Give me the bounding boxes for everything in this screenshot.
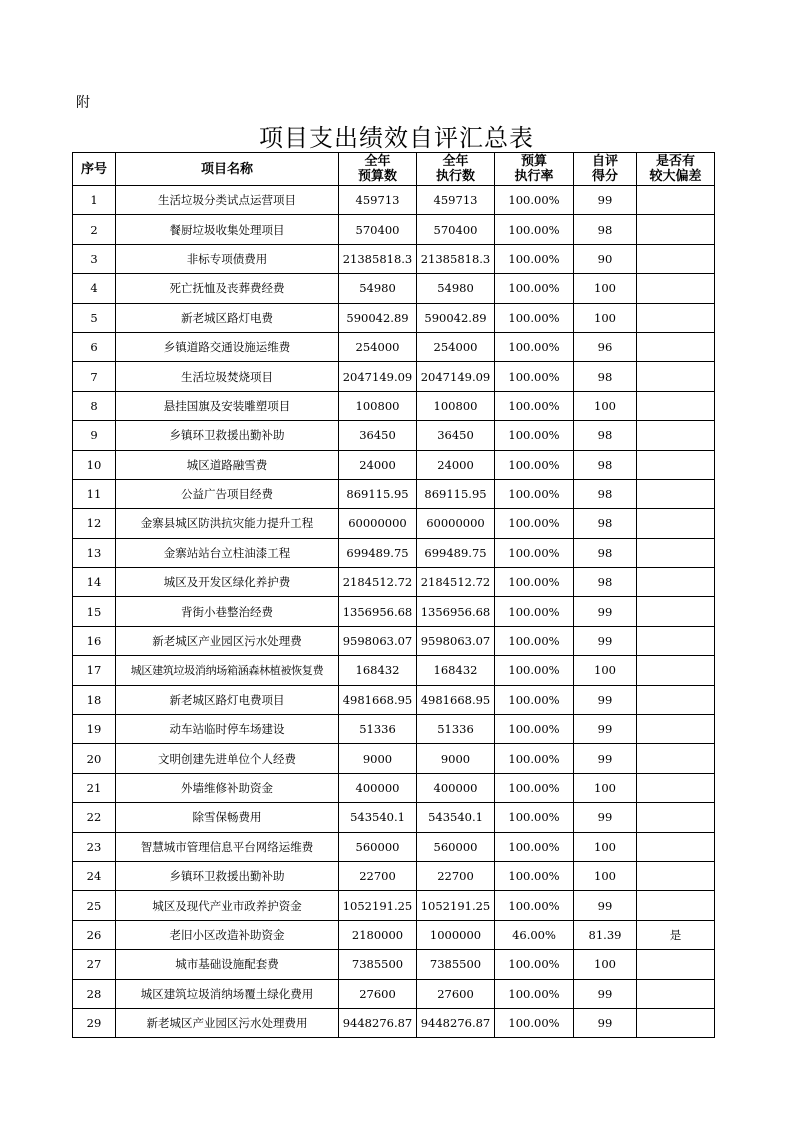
summary-table bbox=[72, 152, 715, 1038]
table-row bbox=[73, 920, 715, 949]
row-major-deviation bbox=[637, 832, 715, 861]
row-self-score: 100 bbox=[574, 303, 637, 332]
row-annual-executed: 9448276.87 bbox=[417, 1008, 495, 1037]
row-self-score: 99 bbox=[574, 715, 637, 744]
row-self-score: 98 bbox=[574, 421, 637, 450]
row-project-name: 乡镇环卫救援出勤补助 bbox=[116, 421, 339, 450]
row-self-score: 98 bbox=[574, 538, 637, 567]
row-annual-executed: 100800 bbox=[417, 391, 495, 420]
table-row bbox=[73, 891, 715, 920]
row-annual-budget: 168432 bbox=[339, 656, 417, 685]
row-serial-number: 10 bbox=[73, 450, 116, 479]
row-self-score: 98 bbox=[574, 362, 637, 391]
row-annual-budget: 400000 bbox=[339, 773, 417, 802]
table-row bbox=[73, 803, 715, 832]
table-row bbox=[73, 773, 715, 802]
row-annual-budget: 1356956.68 bbox=[339, 597, 417, 626]
row-major-deviation bbox=[637, 685, 715, 714]
row-serial-number: 12 bbox=[73, 509, 116, 538]
row-self-score: 100 bbox=[574, 773, 637, 802]
row-annual-budget: 51336 bbox=[339, 715, 417, 744]
row-self-score: 96 bbox=[574, 332, 637, 361]
row-serial-number: 7 bbox=[73, 362, 116, 391]
row-annual-executed: 459713 bbox=[417, 186, 495, 215]
row-major-deviation bbox=[637, 538, 715, 567]
row-annual-budget: 24000 bbox=[339, 450, 417, 479]
row-annual-executed: 54980 bbox=[417, 274, 495, 303]
row-annual-executed: 4981668.95 bbox=[417, 685, 495, 714]
row-execution-rate: 100.00% bbox=[495, 215, 574, 244]
row-self-score: 99 bbox=[574, 685, 637, 714]
row-annual-executed: 590042.89 bbox=[417, 303, 495, 332]
row-annual-executed: 400000 bbox=[417, 773, 495, 802]
header-execution-rate: 预算 执行率 bbox=[495, 153, 574, 186]
row-self-score: 99 bbox=[574, 891, 637, 920]
row-serial-number: 19 bbox=[73, 715, 116, 744]
row-serial-number: 3 bbox=[73, 244, 116, 273]
row-execution-rate: 100.00% bbox=[495, 979, 574, 1008]
row-project-name: 餐厨垃圾收集处理项目 bbox=[116, 215, 339, 244]
row-self-score: 99 bbox=[574, 1008, 637, 1037]
header-annual-executed: 全年 执行数 bbox=[417, 153, 495, 186]
table-row bbox=[73, 332, 715, 361]
row-major-deviation bbox=[637, 891, 715, 920]
row-project-name: 公益广告项目经费 bbox=[116, 479, 339, 508]
table-row bbox=[73, 538, 715, 567]
table-row bbox=[73, 597, 715, 626]
row-self-score: 100 bbox=[574, 656, 637, 685]
row-serial-number: 6 bbox=[73, 332, 116, 361]
table-row bbox=[73, 244, 715, 273]
row-serial-number: 13 bbox=[73, 538, 116, 567]
row-project-name: 城区建筑垃圾消纳场箱涵森林植被恢复费 bbox=[116, 656, 339, 685]
row-self-score: 99 bbox=[574, 626, 637, 655]
row-serial-number: 1 bbox=[73, 186, 116, 215]
row-execution-rate: 100.00% bbox=[495, 656, 574, 685]
row-execution-rate: 100.00% bbox=[495, 244, 574, 273]
row-major-deviation: 是 bbox=[637, 920, 715, 949]
row-annual-executed: 1052191.25 bbox=[417, 891, 495, 920]
row-annual-budget: 590042.89 bbox=[339, 303, 417, 332]
row-self-score: 98 bbox=[574, 215, 637, 244]
row-annual-executed: 27600 bbox=[417, 979, 495, 1008]
row-project-name: 新老城区路灯电费项目 bbox=[116, 685, 339, 714]
header-self-score: 自评 得分 bbox=[574, 153, 637, 186]
row-self-score: 98 bbox=[574, 450, 637, 479]
row-serial-number: 22 bbox=[73, 803, 116, 832]
row-execution-rate: 100.00% bbox=[495, 803, 574, 832]
table-row bbox=[73, 950, 715, 979]
row-project-name: 乡镇道路交通设施运维费 bbox=[116, 332, 339, 361]
row-annual-executed: 21385818.3 bbox=[417, 244, 495, 273]
table-row bbox=[73, 274, 715, 303]
header-serial-number: 序号 bbox=[73, 153, 116, 186]
table-row bbox=[73, 979, 715, 1008]
row-annual-budget: 869115.95 bbox=[339, 479, 417, 508]
row-annual-budget: 7385500 bbox=[339, 950, 417, 979]
row-major-deviation bbox=[637, 803, 715, 832]
row-annual-executed: 1000000 bbox=[417, 920, 495, 949]
row-annual-budget: 1052191.25 bbox=[339, 891, 417, 920]
row-execution-rate: 100.00% bbox=[495, 891, 574, 920]
row-annual-budget: 54980 bbox=[339, 274, 417, 303]
row-execution-rate: 100.00% bbox=[495, 1008, 574, 1037]
page-title: 项目支出绩效自评汇总表 bbox=[259, 124, 534, 152]
row-serial-number: 14 bbox=[73, 568, 116, 597]
row-serial-number: 18 bbox=[73, 685, 116, 714]
table-row bbox=[73, 626, 715, 655]
row-execution-rate: 100.00% bbox=[495, 450, 574, 479]
row-execution-rate: 100.00% bbox=[495, 186, 574, 215]
row-major-deviation bbox=[637, 274, 715, 303]
row-self-score: 100 bbox=[574, 391, 637, 420]
row-annual-budget: 60000000 bbox=[339, 509, 417, 538]
row-major-deviation bbox=[637, 479, 715, 508]
row-serial-number: 9 bbox=[73, 421, 116, 450]
row-project-name: 文明创建先进单位个人经费 bbox=[116, 744, 339, 773]
row-major-deviation bbox=[637, 450, 715, 479]
row-annual-executed: 9598063.07 bbox=[417, 626, 495, 655]
row-self-score: 100 bbox=[574, 861, 637, 890]
header-annual-budget: 全年 预算数 bbox=[339, 153, 417, 186]
row-annual-executed: 570400 bbox=[417, 215, 495, 244]
row-serial-number: 4 bbox=[73, 274, 116, 303]
row-major-deviation bbox=[637, 362, 715, 391]
table-body bbox=[73, 186, 715, 1038]
row-annual-budget: 100800 bbox=[339, 391, 417, 420]
table-row bbox=[73, 421, 715, 450]
row-annual-budget: 9598063.07 bbox=[339, 626, 417, 655]
row-execution-rate: 100.00% bbox=[495, 538, 574, 567]
row-annual-executed: 1356956.68 bbox=[417, 597, 495, 626]
row-serial-number: 26 bbox=[73, 920, 116, 949]
row-annual-budget: 2184512.72 bbox=[339, 568, 417, 597]
row-serial-number: 24 bbox=[73, 861, 116, 890]
row-annual-budget: 4981668.95 bbox=[339, 685, 417, 714]
row-serial-number: 16 bbox=[73, 626, 116, 655]
row-self-score: 98 bbox=[574, 568, 637, 597]
row-major-deviation bbox=[637, 597, 715, 626]
row-annual-executed: 9000 bbox=[417, 744, 495, 773]
row-execution-rate: 100.00% bbox=[495, 303, 574, 332]
row-self-score: 100 bbox=[574, 950, 637, 979]
row-annual-executed: 24000 bbox=[417, 450, 495, 479]
row-major-deviation bbox=[637, 950, 715, 979]
row-major-deviation bbox=[637, 715, 715, 744]
row-project-name: 外墙维修补助资金 bbox=[116, 773, 339, 802]
row-annual-budget: 36450 bbox=[339, 421, 417, 450]
row-self-score: 99 bbox=[574, 744, 637, 773]
row-annual-budget: 2047149.09 bbox=[339, 362, 417, 391]
row-annual-executed: 7385500 bbox=[417, 950, 495, 979]
header-project-name: 项目名称 bbox=[116, 153, 339, 186]
row-serial-number: 20 bbox=[73, 744, 116, 773]
row-project-name: 城区道路融雪费 bbox=[116, 450, 339, 479]
row-serial-number: 5 bbox=[73, 303, 116, 332]
row-execution-rate: 100.00% bbox=[495, 832, 574, 861]
row-serial-number: 29 bbox=[73, 1008, 116, 1037]
table-row bbox=[73, 832, 715, 861]
table-row bbox=[73, 450, 715, 479]
row-annual-budget: 22700 bbox=[339, 861, 417, 890]
row-annual-budget: 543540.1 bbox=[339, 803, 417, 832]
row-execution-rate: 100.00% bbox=[495, 362, 574, 391]
table-row bbox=[73, 479, 715, 508]
row-execution-rate: 100.00% bbox=[495, 861, 574, 890]
row-annual-executed: 36450 bbox=[417, 421, 495, 450]
row-annual-executed: 22700 bbox=[417, 861, 495, 890]
row-annual-executed: 2047149.09 bbox=[417, 362, 495, 391]
row-annual-executed: 869115.95 bbox=[417, 479, 495, 508]
table-row bbox=[73, 1008, 715, 1037]
row-major-deviation bbox=[637, 1008, 715, 1037]
row-execution-rate: 100.00% bbox=[495, 568, 574, 597]
table-row bbox=[73, 215, 715, 244]
row-serial-number: 21 bbox=[73, 773, 116, 802]
table-row bbox=[73, 744, 715, 773]
table-row bbox=[73, 685, 715, 714]
row-execution-rate: 100.00% bbox=[495, 597, 574, 626]
row-annual-executed: 2184512.72 bbox=[417, 568, 495, 597]
row-self-score: 99 bbox=[574, 597, 637, 626]
row-major-deviation bbox=[637, 744, 715, 773]
table-row bbox=[73, 391, 715, 420]
row-self-score: 99 bbox=[574, 979, 637, 1008]
row-project-name: 乡镇环卫救援出勤补助 bbox=[116, 861, 339, 890]
row-project-name: 背街小巷整治经费 bbox=[116, 597, 339, 626]
row-project-name: 非标专项债费用 bbox=[116, 244, 339, 273]
table-row bbox=[73, 715, 715, 744]
row-project-name: 生活垃圾焚烧项目 bbox=[116, 362, 339, 391]
row-project-name: 金寨站站台立柱油漆工程 bbox=[116, 538, 339, 567]
row-execution-rate: 100.00% bbox=[495, 391, 574, 420]
row-annual-budget: 2180000 bbox=[339, 920, 417, 949]
row-project-name: 新老城区产业园区污水处理费 bbox=[116, 626, 339, 655]
table-row bbox=[73, 861, 715, 890]
row-execution-rate: 100.00% bbox=[495, 685, 574, 714]
row-execution-rate: 100.00% bbox=[495, 509, 574, 538]
row-annual-executed: 543540.1 bbox=[417, 803, 495, 832]
row-annual-budget: 459713 bbox=[339, 186, 417, 215]
row-annual-budget: 570400 bbox=[339, 215, 417, 244]
row-annual-budget: 560000 bbox=[339, 832, 417, 861]
row-project-name: 动车站临时停车场建设 bbox=[116, 715, 339, 744]
row-project-name: 城市基础设施配套费 bbox=[116, 950, 339, 979]
row-annual-executed: 254000 bbox=[417, 332, 495, 361]
row-self-score: 81.39 bbox=[574, 920, 637, 949]
table-row bbox=[73, 186, 715, 215]
row-self-score: 99 bbox=[574, 186, 637, 215]
row-major-deviation bbox=[637, 391, 715, 420]
row-project-name: 除雪保畅费用 bbox=[116, 803, 339, 832]
row-execution-rate: 100.00% bbox=[495, 626, 574, 655]
row-annual-budget: 9000 bbox=[339, 744, 417, 773]
row-annual-budget: 699489.75 bbox=[339, 538, 417, 567]
row-execution-rate: 100.00% bbox=[495, 773, 574, 802]
row-annual-executed: 699489.75 bbox=[417, 538, 495, 567]
attachment-note: 附 bbox=[76, 95, 90, 111]
row-project-name: 新老城区路灯电费 bbox=[116, 303, 339, 332]
row-major-deviation bbox=[637, 979, 715, 1008]
row-annual-budget: 27600 bbox=[339, 979, 417, 1008]
row-major-deviation bbox=[637, 186, 715, 215]
row-annual-executed: 560000 bbox=[417, 832, 495, 861]
row-serial-number: 11 bbox=[73, 479, 116, 508]
row-execution-rate: 100.00% bbox=[495, 744, 574, 773]
row-serial-number: 15 bbox=[73, 597, 116, 626]
row-project-name: 城区及开发区绿化养护费 bbox=[116, 568, 339, 597]
row-major-deviation bbox=[637, 215, 715, 244]
row-annual-executed: 168432 bbox=[417, 656, 495, 685]
row-major-deviation bbox=[637, 303, 715, 332]
row-major-deviation bbox=[637, 332, 715, 361]
table-row bbox=[73, 303, 715, 332]
row-execution-rate: 100.00% bbox=[495, 950, 574, 979]
row-project-name: 死亡抚恤及丧葬费经费 bbox=[116, 274, 339, 303]
row-project-name: 城区建筑垃圾消纳场覆土绿化费用 bbox=[116, 979, 339, 1008]
row-serial-number: 27 bbox=[73, 950, 116, 979]
row-project-name: 智慧城市管理信息平台网络运维费 bbox=[116, 832, 339, 861]
row-project-name: 生活垃圾分类试点运营项目 bbox=[116, 186, 339, 215]
row-project-name: 悬挂国旗及安装雕塑项目 bbox=[116, 391, 339, 420]
row-serial-number: 25 bbox=[73, 891, 116, 920]
header-major-deviation: 是否有 较大偏差 bbox=[637, 153, 715, 186]
row-annual-budget: 21385818.3 bbox=[339, 244, 417, 273]
row-major-deviation bbox=[637, 509, 715, 538]
row-major-deviation bbox=[637, 244, 715, 273]
row-execution-rate: 100.00% bbox=[495, 715, 574, 744]
row-annual-executed: 60000000 bbox=[417, 509, 495, 538]
row-self-score: 98 bbox=[574, 509, 637, 538]
row-project-name: 老旧小区改造补助资金 bbox=[116, 920, 339, 949]
row-serial-number: 17 bbox=[73, 656, 116, 685]
row-execution-rate: 46.00% bbox=[495, 920, 574, 949]
row-major-deviation bbox=[637, 773, 715, 802]
row-project-name: 金寨县城区防洪抗灾能力提升工程 bbox=[116, 509, 339, 538]
row-serial-number: 2 bbox=[73, 215, 116, 244]
row-self-score: 98 bbox=[574, 479, 637, 508]
row-execution-rate: 100.00% bbox=[495, 421, 574, 450]
table-row bbox=[73, 656, 715, 685]
row-serial-number: 8 bbox=[73, 391, 116, 420]
row-execution-rate: 100.00% bbox=[495, 479, 574, 508]
row-self-score: 100 bbox=[574, 274, 637, 303]
table-row bbox=[73, 568, 715, 597]
row-execution-rate: 100.00% bbox=[495, 332, 574, 361]
row-major-deviation bbox=[637, 626, 715, 655]
table-header-row bbox=[73, 153, 715, 186]
row-self-score: 100 bbox=[574, 832, 637, 861]
row-major-deviation bbox=[637, 421, 715, 450]
table-row bbox=[73, 362, 715, 391]
row-serial-number: 23 bbox=[73, 832, 116, 861]
row-project-name: 城区及现代产业市政养护资金 bbox=[116, 891, 339, 920]
row-annual-budget: 254000 bbox=[339, 332, 417, 361]
row-annual-budget: 9448276.87 bbox=[339, 1008, 417, 1037]
row-major-deviation bbox=[637, 861, 715, 890]
row-serial-number: 28 bbox=[73, 979, 116, 1008]
row-major-deviation bbox=[637, 656, 715, 685]
row-project-name: 新老城区产业园区污水处理费用 bbox=[116, 1008, 339, 1037]
row-self-score: 99 bbox=[574, 803, 637, 832]
row-annual-executed: 51336 bbox=[417, 715, 495, 744]
table-row bbox=[73, 509, 715, 538]
row-self-score: 90 bbox=[574, 244, 637, 273]
row-major-deviation bbox=[637, 568, 715, 597]
row-execution-rate: 100.00% bbox=[495, 274, 574, 303]
